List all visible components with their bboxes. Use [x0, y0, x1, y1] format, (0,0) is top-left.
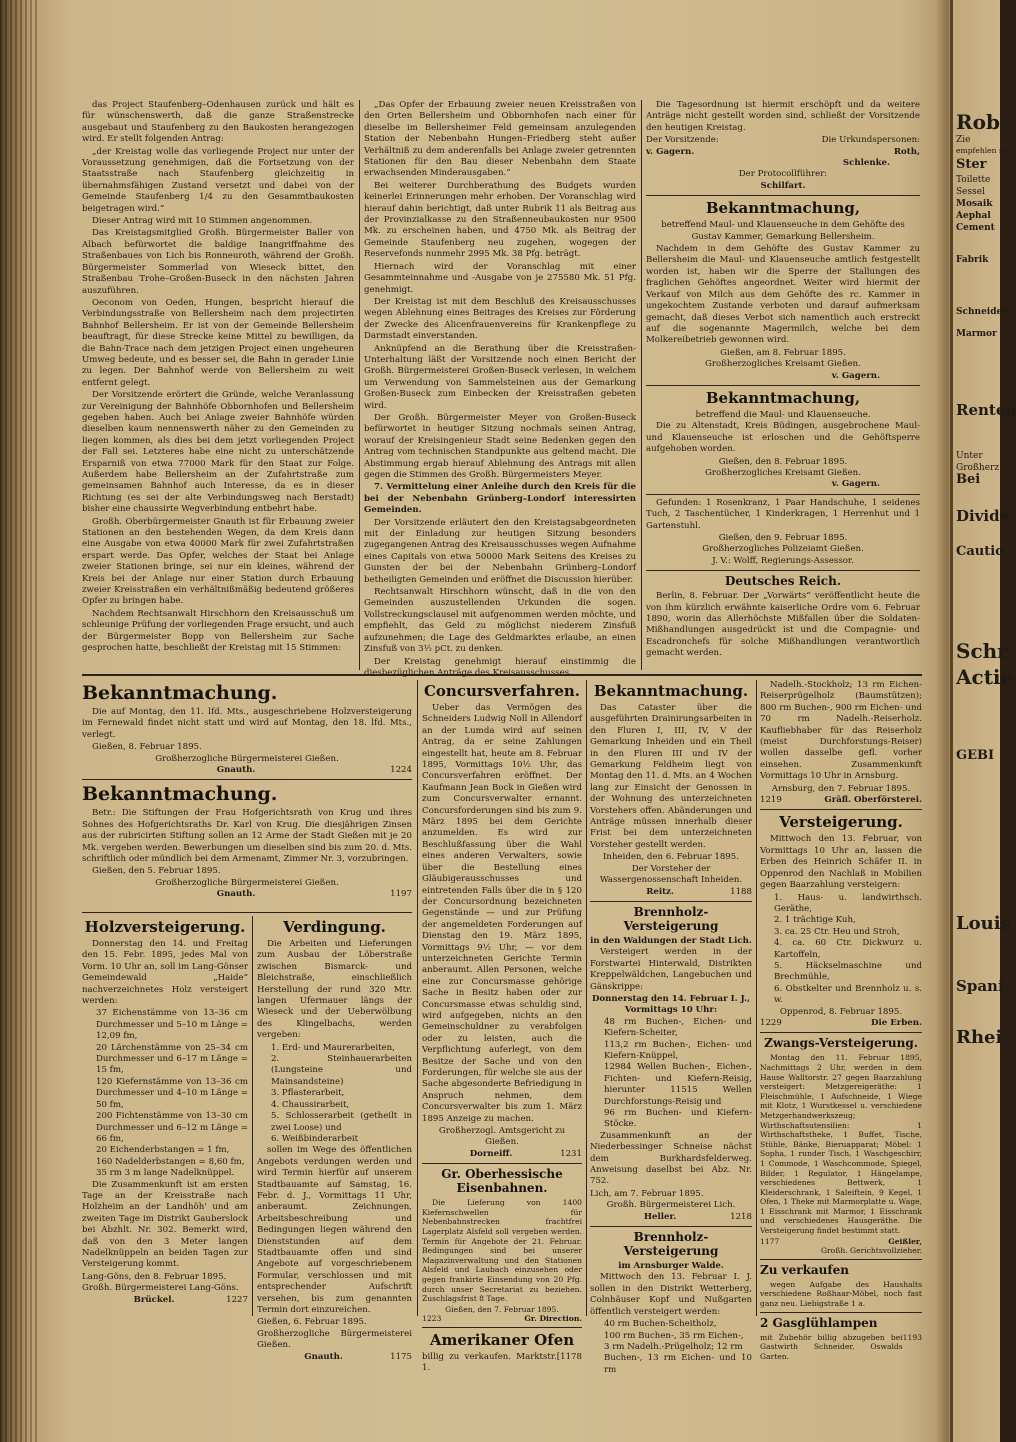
ad-signature: Reitz. — [646, 886, 674, 897]
ad-body: Montag den 11. Februar 1895, Nachmittags 2 Uhr, werden in dem Hause Walltorstr. 27 gegen Baarzahlung versteigert: Metzgereigeräthe: 1 Fleischmühle, 1 Aufschneide, 1 Wiege mit Klotz, 1 Wurstkessel u. verschiedene Metzgerhandwerkszeug; Wirthschaftsutensilien: 1 Wirthschaftstheke, 1 Buffet, Tische, Stühle, Bänke, Bieruapparat; Möbel: 1 Sopha, 1 runder Tisch, 1 Waschgeschirr, 1 Commode, 1 Waschcommode, Spiegel, Bilder, 1 Regulator, 1 Hängelampe, verschiedenes Bettwerk, 1 Kleiderschrank, 1 Saleiftein, 9 Kegel, 1 Ofen, 1 Theke mit Marmorplatte u. Wage, 1 Eisschrank mit Marmor, 1 Eisschrank und verschiedenes Hausgeräthe. Die Versteigerung findet bestimmt statt. — [760, 1053, 922, 1236]
notice-date: Gießen, am 8. Februar 1895. — [720, 347, 846, 358]
ad-number: 1223 — [422, 1314, 442, 1324]
protocol-name: Schilfart. — [760, 180, 806, 191]
adjacent-page-text: Marmor — [956, 328, 997, 339]
ad-authority: Großh. Bürgermeisterei Lich. — [606, 1200, 736, 1211]
ad-signature-row — [590, 887, 752, 898]
adjacent-page-text: Actie — [956, 664, 1014, 689]
list-item: 3. Pflasterarbeit, — [271, 1088, 345, 1099]
ad-date: Gießen, 6. Februar 1895. — [257, 1317, 367, 1328]
ad-body: Die Lieferung von 1400 Kiefernschwellen für Nebenbahnstrecken frachtfrei Lagerplatz Alsfeld soll vergeben werden. Termin für Angebote der 21. Februar. Bedingungen sind bei unserer Magazinverwaltung und den Stationen Alsfeld und Laubach einzusehen oder gegen frankirte Einsendung von 20 Pfg. durch unser Secretariat zu beziehen. Zuschlagsfrist 8 Tage. — [422, 1198, 582, 1304]
adjacent-page-text: Cautio — [956, 543, 1004, 559]
ad-body: Die Arbeiten und Lieferungen zum Ausbau der Löberstraße zwischen Bismarck- und Bleichstraße, einschließlich Herstellung der rund 320 Mtr. langen Ufermauer längs der Wieseck und der Ueberwölbung des Klingelbachs, werden vergeben: — [257, 939, 412, 1041]
closing-paragraph: Die Tagesordnung ist hiermit erschöpft und da weitere Anträge nicht gestellt worden sind, schließt der Vorsitzende den heutigen Kreistag. — [646, 100, 920, 133]
page-section-divider — [82, 674, 922, 676]
ad-number: 1224 — [390, 765, 412, 776]
adjacent-page-text: GEBI — [956, 747, 995, 763]
adjacent-page-text: Großherz — [956, 462, 1000, 473]
ad-date: Gießen, den 7. Februar 1895. — [445, 1304, 559, 1314]
ad-title: Amerikaner Ofen — [429, 1330, 575, 1349]
ad-authority: Großh. Bürgermeisterei Lang-Göns. — [82, 1283, 239, 1294]
list-item: 200 Fichtenstämme von 13–30 cm Durchmesser und 6–12 m Länge = 66 fm, — [96, 1111, 248, 1144]
ad-date: Gießen, 8. Februar 1895. — [92, 742, 202, 753]
notice-authority: Großherzogliches Kreisamt Gießen. — [705, 359, 861, 370]
ad-signature-row — [82, 765, 412, 776]
notice-subtitle: betreffend Maul- und Klauenseuche in dem Gehöfte des Gustav Kammer, Gemarkung Bellersheim. — [661, 220, 905, 242]
ad-signature-row — [760, 795, 922, 806]
article-column-3 — [646, 100, 920, 670]
adjacent-page-text: empfehlen sich — [956, 146, 1015, 155]
chair-name: v. Gagern. — [646, 146, 695, 157]
ad-authority: Großherzogliche Bürgermeisterei Gießen. — [155, 753, 339, 764]
ad-number: [1178 — [556, 1351, 582, 1362]
article-paragraph: Der Großh. Bürgermeister Meyer von Großen-Buseck befürwortet in heutiger Sitzung nochmals seinen Antrag, worauf der Kreisingenieur Stadt seine Bedenken gegen den Antrag vom technischen Standpunkte aus geltend macht. Die Abstimmung ergab hierauf Ablehnung des Antrags mit allen gegen die Stimmen des Großh. Bürgermeisters Meyer. — [364, 412, 636, 480]
ad-rule — [760, 809, 922, 810]
section-title: Deutsches Reich. — [724, 574, 842, 589]
ad-number: 1175 — [390, 1351, 412, 1362]
list-item: 12984 Wellen Buchen-, Eichen-, Fichten- und Kiefern-Reisig, hierunter 11515 Wellen Durchforstungs-Reisig und — [604, 1062, 752, 1107]
ad-body: Ueber das Vermögen des Schneiders Ludwig Noll in Allendorf an der Lumda wird auf seinen Antrag, da er seine Zahlungen eingestellt hat, heute am 8. Februar 1895, Vormittags 10½ Uhr, das Concursverfahren eröffnet. Der Kaufmann Jean Bock in Gießen wird zum Concursverwalter ernannt. Concursforderungen sind bis zum 9. März 1895 bei dem Gerichte anzumelden. Es wird zur Beschlußfassung über die Wahl eines anderen Verwalters, sowie über die Bestellung eines Gläubigerausschusses und eintretenden Falls über die in § 120 der Concursordnung bezeichneten Gegenstände — und zur Prüfung der angemeldeten Forderungen auf Dienstag den 19. März 1895, Vormittags 9½ Uhr, — vor dem unterzeichneten Gerichte Termin anberaumt. Allen Personen, welche eine zur Concursmasse gehörige Sache in Besitz haben oder zur Concursmasse etwas schuldig sind, wird aufgegeben, nichts an den Gemeinschuldner zu verabfolgen oder zu leisten, auch die Verpflichtung auferlegt, von dem Besitze der Sache und von den Forderungen, für welche sie aus der Sache abgesonderte Befriedigung in Anspruch nehmen, dem Concursverwalter bis zum 1. März 1895 Anzeige zu machen. — [422, 703, 582, 1124]
ad-rule — [82, 779, 412, 780]
list-item: 2. Steinhauerarbeiten (Lungsteine und Mainsandsteine) — [271, 1054, 412, 1087]
ad-body: sollen im Wege des öffentlichen Angebots verdungen werden und wird Termin hierfür auf unserem Stadtbauamte auf Samstag, 16. Febr. d. J., Vormittags 11 Uhr, anberaumt. Zeichnungen, Arbeitsbeschreibung und Bedingungen liegen während den Dienststunden auf dem Stadtbauamte offen und sind Angebote auf vorgeschriebenem Formular, verschlossen und mit entsprechender Aufschrift versehen, bis zum genannten Termin dort einzureichen. — [257, 1145, 412, 1315]
list-item: 6. Obstkelter und Brennholz u. s. w. — [774, 983, 922, 1006]
adjacent-page-text: Spani — [956, 976, 1004, 995]
ad-title: Gr. Oberhessische Eisenbahnen. — [441, 1167, 563, 1196]
list-item: 1. Haus- u. landwirthsch. Geräthe, — [774, 892, 922, 914]
list-item: 2. 1 trächtige Kuh, — [774, 915, 856, 926]
article-paragraph: Der Vorsitzende erörtert die Gründe, welche Veranlassung zur Vereinigung der Bahnhöfe Obbornhofen und Bellersheim gegeben haben. Auch bei Anlage zweier Bahnhöfe würden dieselben kaum nennenswerth näher zu den Gemeinden zu liegen kommen, als dies bei dem jetzt vorliegenden Project der Fall sei. Letzteres habe eine nicht zu unterschätzende Ersparniß von etwa 77000 Mark für den Staat zur Folge. Außerdem habe Bellersheim an der Zufahrtstraße zum gemeinsamen Bahnhof auch Interesse, da es in dieser Richtung (es sei der alte Verbindungsweg nach Berstadt) bisher eine chaussirte Wegverbindung entbehrt habe. — [82, 390, 354, 515]
list-item: 4. Chaussirarbeit, — [271, 1099, 350, 1110]
ad-number: 1177 — [760, 1236, 780, 1246]
ad-body: Die Zusammenkunft ist am ersten Tage an der Kreisstraße nach Holzheim an der Landhöh' und am zweiten Tage im Distrikt Gauberslock bei Abzhlt. Nr. 302. Bemerkt wird, daß von den 3 Meter langen Nadelknüppeln an beiden Tagen zur Versteigerung kommt. — [82, 1179, 248, 1270]
list-item: 1. Erd- und Maurerarbeiten, — [271, 1042, 395, 1053]
ad-subtitle: in den Waldungen der Stadt Lich. — [590, 935, 752, 946]
ad-divider — [82, 912, 412, 913]
ad-title: Zwangs-Versteigerung. — [764, 1036, 918, 1051]
article-paragraph: Oeconom von Oeden, Hungen, bespricht hierauf die Verbindungsstraße von Bellersheim nach dem projectirten Bahnhof Bellersheim. Er ist von der Gemeinde Bellersheim beauftragt, für diese Strecke keine Mittel zu bewilligen, da die Bahn-Trace nach dem jetzigen Project einen ungeheuren Umweg bedeute, und es besser sei, die Bahn in gerader Linie zu legen. Der Bahnhof werde von Bellersheim zu weit entfernt gelegt. — [82, 297, 354, 388]
article-paragraph: Rechtsanwalt Hirschhorn wünscht, daß in die von den Gemeinden auszustellenden Urkunden die sogen. Vollstreckungsclausel mit aufgenommen werden möchte, und empfiehlt, das Geld zu möglichst niederem Zinsfuß aufzunehmen; die Lage des Geldmarktes erlaube, an einen Zinsfuß von 3½ pCt. zu denken. — [364, 587, 636, 655]
ad-title: Verdingung. — [283, 918, 386, 936]
ad-signature: Dorneiff. — [469, 1148, 513, 1159]
adjacent-page-text: Bei — [956, 471, 981, 487]
ad-date: Inheiden, den 6. Februar 1895. — [603, 852, 739, 863]
ad-signature: Gnauth. — [216, 765, 256, 776]
ad-body: Versteigert werden in der Forstwartei Hinterwald, Distrikten Kreppelwäldchen, Langebuchen und Gänskrippe: — [590, 947, 752, 992]
ad-authority: Großherzogliche Bürgermeisterei Gießen. — [155, 877, 339, 888]
list-item: 113,2 rm Buchen-, Eichen- und Kiefern-Knüppel, — [604, 1039, 752, 1061]
ad-signature: Gnauth. — [216, 889, 256, 900]
list-item: 37 Eichenstämme von 13–36 cm Durchmesser und 5–10 m Länge = 12,09 fm, — [96, 1008, 248, 1042]
article-paragraph: Bei weiterer Durchberathung des Budgets wurden keinerlei Erinnerungen mehr erhoben. Der Voranschlag wird hierauf dahin berichtigt, daß unter Rubrik 11 als Beitrag aus der Provinzialkasse zu den Straßenneubaukosten nur 9500 Mk. zu erscheinen haben, und 4750 Mk. als Beitrag der Gemeinde Staufenberg neu zugehen, wogegen der Reservefonds nunmehr 2995 Mk. 38 Pfg. beträgt. — [364, 180, 636, 260]
adjacent-page-text: Louis — [956, 912, 1011, 934]
ad-block-drainage-and-firewood — [590, 680, 752, 1375]
ad-number: 1227 — [226, 1294, 248, 1305]
ad-authority: Großh. Gerichtsvollzieher. — [820, 1246, 922, 1256]
notice-authority: Großherzogliches Polizeiamt Gießen. — [702, 544, 864, 555]
adjacent-page-text: Unter — [956, 450, 983, 461]
witness-name: Schlenke. — [842, 158, 890, 169]
ad-number: 1219 — [760, 795, 782, 806]
list-item: 40 rm Buchen-Scheitholz, — [604, 1319, 717, 1330]
ad-date: Lang-Göns, den 8. Februar 1895. — [82, 1271, 227, 1282]
ad-number: 1229 — [760, 1017, 782, 1028]
ad-title: Bekanntmachung. — [82, 682, 278, 704]
ad-body: Donnerstag den 14. und Freitag den 15. Febr. 1895, jedes Mal von Vorm. 10 Uhr an, soll im Lang-Gönser Gemeindewald „Haide“ nachverzeichnetes Holz versteigert werden: — [82, 939, 248, 1007]
notice-signature: J. V.: Wolff, Regierungs-Assessor. — [712, 555, 854, 566]
ad-body: Das Cataster über die ausgeführten Drainirungsarbeiten in den Fluren I, III, IV, V der Gemarkung Inheiden und ein Theil in den Fluren III und IV der Gemarkung Feldheim liegt von Montag den 11. d. Mts. an 4 Wochen lang zur Einsicht der Genossen in der Wohnung des unterzeichneten Vorstehers offen. Abänderungen und Anträge müssen innerhalb dieser Frist bei dem unterzeichneten Vorsteher gestellt werden. — [590, 703, 752, 850]
column-divider — [252, 916, 253, 1316]
ad-number: 1218 — [730, 1211, 752, 1222]
adjacent-page-text: Divide — [956, 506, 1010, 525]
notice-title: Bekanntmachung, — [705, 199, 861, 218]
article-column-2 — [364, 100, 636, 678]
ad-signature: Gräfl. Oberförsterei. — [824, 795, 922, 806]
ad-subtitle: im Arnsburger Walde. — [618, 1261, 724, 1272]
article-paragraph: Anknüpfend an die Berathung über die Kreisstraßen-Unterhaltung läßt der Vorsitzende noch einen Bericht der Großh. Bürgermeisterei Großen-Buseck verlesen, in welchem um Verwendung von Sammelsteinen aus der Gemarkung Großen-Buseck zum Einbecken der Kreisstraßen gebeten wird. — [364, 343, 636, 411]
section-rule — [646, 385, 920, 386]
ad-date: Gießen, den 5. Februar 1895. — [92, 866, 221, 877]
ad-body: Zusammenkunft an der Niederbessinger Schneise nächst dem Burkhardsfelderweg. Anweisung daselbst bei Abz. Nr. 752. — [590, 1130, 752, 1187]
ad-body: Die auf Montag, den 11. lfd. Mts., ausgeschriebene Holzversteigerung im Fernewald findet nicht statt und wird auf Montag, den 18. lfd. Mts., verlegt. — [82, 707, 412, 740]
ad-signature: Die Erben. — [871, 1017, 922, 1028]
ad-number: 1231 — [560, 1148, 582, 1159]
section-rule — [646, 494, 920, 495]
ad-signature: Geißler, — [888, 1236, 922, 1246]
notice-date: Gießen, den 8. Februar 1895. — [718, 456, 848, 467]
ad-number: 1188 — [730, 886, 752, 897]
ad-body: Mittwoch den 13. Februar I. J. sollen in den Distrikt Wetterberg, Colnhäuser Kopf und Nußgarten öffentlich versteigert werden: — [590, 1272, 752, 1317]
ad-body: Mittwoch den 13. Februar, von Vormittags 10 Uhr an, lassen die Erben des Heinrich Schäfer II. in Oppenrod den Nachlaß in Mobilien gegen Baarzahlung versteigern: — [760, 834, 922, 891]
article-paragraph: „Das Opfer der Erbauung zweier neuen Kreisstraßen von den Orten Bellersheim und Obbornhofen nach einer für dieselbe im Bellersheimer Feld gemeinsam anzulegenden Station der Nebenbahn Hungen–Friedberg steht außer Verhältniß zu dem anderenfalls bei Anlage zweier getrennten Stationen für den Bau dieser Nebenbahn dem Staate erwachsenden Minderausgaben.“ — [364, 100, 636, 179]
ad-rule — [590, 1226, 752, 1227]
ad-when: Donnerstag den 14. Februar I. J., Vormittags 10 Uhr: — [591, 993, 751, 1016]
ad-date: Lich, am 7. Februar 1895. — [590, 1188, 704, 1199]
ad-body: wegen Aufgabe des Haushalts verschiedene Roßhaar-Möbel, noch fast ganz neu. Liebigstraße 1 a. — [760, 1279, 922, 1309]
list-item: 48 rm Buchen-, Eichen- und Kiefern-Scheiter, — [604, 1016, 752, 1039]
ad-title: Versteigerung. — [779, 813, 903, 832]
ad-signature-row — [422, 1149, 582, 1160]
notice-date: Gießen, den 9. Februar 1895. — [718, 533, 848, 543]
notice-title: Bekanntmachung, — [705, 388, 861, 407]
adjacent-page-text: Cement — [956, 222, 995, 233]
list-item: 3. ca. 25 Ctr. Heu und Stroh, — [774, 926, 900, 937]
column-divider — [586, 680, 587, 1316]
witness-name: Roth, — [893, 146, 920, 157]
ad-signature-row — [422, 1314, 582, 1324]
page-gutter — [950, 0, 953, 1442]
ad-title: Zu verkaufen — [760, 1262, 849, 1277]
protocol-title: Der Protocollführer: — [738, 169, 828, 180]
notice-signature: v. Gagern. — [831, 479, 880, 490]
signature-block — [646, 135, 920, 146]
adjacent-page-text: Sessel — [956, 186, 985, 197]
section-rule — [646, 570, 920, 571]
ad-signature-row — [82, 889, 412, 900]
column-divider — [417, 680, 418, 1316]
ad-rule — [590, 901, 752, 902]
section-rule — [646, 195, 920, 196]
ad-block-right-column — [760, 680, 922, 1361]
list-item: 120 Kiefernstämme von 13–36 cm Durchmesser und 4–10 m Länge = 50 fm, — [96, 1076, 248, 1110]
article-column-1 — [82, 100, 354, 670]
article-paragraph: „der Kreistag wolle das vorliegende Project nur unter der Voraussetzung genehmigen, daß die Fortsetzung von der Staatsstraße nach Staufenberg gleichzeitig in übernahmsfähigen Zustand versetzt und dabei von der Gemeinde Staufenberg 1/4 zu den Gesammtbaukosten beigetragen wird.“ — [82, 146, 354, 214]
list-item: 100 rm Buchen-, 35 rm Eichen-, — [604, 1330, 744, 1341]
ad-number: 1197 — [390, 889, 412, 900]
ad-body-row — [422, 1352, 582, 1375]
ad-signature-row — [590, 1212, 752, 1223]
ad-title: Bekanntmachung. — [82, 783, 278, 806]
ad-block-verdingung — [257, 916, 412, 1362]
ad-title: 2 Gasglühlampen — [760, 1315, 878, 1330]
ad-date: Oppenrod, 8. Februar 1895. — [779, 1006, 903, 1017]
ad-signature: Gr. Direction. — [524, 1314, 582, 1324]
adjacent-page-strip — [956, 110, 1016, 1310]
adjacent-page-text: Aephal — [956, 210, 991, 221]
list-item: 4. ca. 60 Ctr. Dickwurz u. Kartoffeln, — [774, 938, 922, 960]
article-paragraph: Nachdem Rechtsanwalt Hirschhorn den Kreisausschuß um schleunige Prüfung der vorliegenden Frage ersucht, und auch der Bürgermeister Bopp von Bellersheim zur Sache gesprochen hatte, beschließt der Kreistag mit 15 Stimmen: — [82, 608, 354, 654]
list-item: 5. Schlosserarbeit (getheilt in zwei Loose) und — [271, 1111, 412, 1133]
ad-block-bekanntmachung — [82, 680, 412, 910]
ad-authority: Großherzogliche Bürgermeisterei Gießen. — [257, 1328, 412, 1351]
list-item: 160 Nadelderbstangen = 8,60 fm, — [96, 1156, 245, 1167]
ad-authority: Großherzogl. Amtsgericht zu Gießen. — [438, 1126, 566, 1148]
list-item: 20 Eichenderbstangen = 1 fm, — [96, 1145, 230, 1156]
ad-title: Bekanntmachung. — [593, 682, 749, 700]
found-items-notice: Gefunden: 1 Rosenkranz, 1 Paar Handschuhe, 1 seidenes Tuch, 2 Taschentücher, 1 Kinderkragen, 1 Herrenhut und 1 Gartenstuhl. — [646, 497, 920, 531]
chair-title: Der Vorsitzende: — [646, 135, 719, 146]
ad-rule — [422, 1327, 582, 1328]
notice-body: Die zu Altenstadt, Kreis Büdingen, ausgebrochene Maul- und Klauenseuche ist erloschen und die Gehöftsperre aufgehoben worden. — [646, 421, 920, 455]
ad-body: billig zu verkaufen. Marktstr. 1. — [422, 1351, 557, 1374]
ad-body: mit Zubehör billig abzugeben bei Gastwirth Schneider, Oswalds Garten. — [760, 1332, 903, 1361]
ad-title: Brennholz-Versteigerung — [623, 1230, 719, 1259]
ad-authority: Der Vorsteher der Wassergenossenschaft Inheiden. — [599, 863, 743, 886]
column-divider — [756, 680, 757, 1316]
ad-signature-row — [760, 1237, 922, 1247]
article-paragraph: Großh. Oberbürgermeister Gnauth ist für Erbauung zweier Stationen an den bestehenden Wegen, da dem Kreis dann eine Ausgabe von etwa 40000 Mark für zwei Zufahrtstraßen erspart werde. Das Opfer, welches der Staat bei Anlage zweier Stationen bringe, sei nur ein kleines, während der Kreis bei der Anlage nur einer Station durch Erbauung zweier Kreisstraßen ein verhältnißmäßig bedeutend größeres Opfer zu bringen habe. — [82, 516, 354, 607]
ad-title: Holzversteigerung. — [84, 918, 246, 936]
list-item: 5. Häckselmaschine und Brechmühle, — [774, 960, 922, 983]
notice-signature: v. Gagern. — [831, 370, 880, 381]
list-item: 96 rm Buchen- und Kiefern-Stöcke. — [604, 1108, 752, 1130]
article-paragraph: Der Kreistag ist mit dem Beschluß des Kreisausschusses wegen Ablehnung eines Beitrages des Kreises zur Förderung der Zwecke des Alicenfrauenvereins für Krankenpflege zu Darmstadt einverstanden. — [364, 296, 636, 342]
ad-signature-row — [82, 1295, 248, 1306]
ad-signature-row — [760, 1018, 922, 1029]
ad-signature-row — [257, 1352, 412, 1363]
list-item: 20 Lärchenstämme von 25–34 cm Durchmesser und 6–17 m Länge = 15 fm, — [96, 1042, 248, 1076]
ad-rule — [760, 1032, 922, 1033]
notice-authority: Großherzogliches Kreisamt Gießen. — [705, 467, 861, 478]
adjacent-page-text: Rhei — [956, 1026, 1003, 1048]
adjacent-page-text: Ster — [956, 156, 987, 172]
notice-body: Nachdem in dem Gehöfte des Gustav Kammer zu Bellersheim die Maul- und Klauenseuche amtlich festgestellt worden ist, haben wir die Sperre der Stallungen des fraglichen Gehöftes angeordnet. Weiter wird hiermit der Verkauf von Milch aus dem Gehöfte des rc. Kammer in ungekochtem Zustande verboten und darauf aufmerksam gemacht, daß dieses Verbot sich namentlich auch erstreckt auf die sogenannte Magermilch, welche bei dem Molkereibetrieb gewonnen wird. — [646, 244, 920, 346]
notice-subtitle: betreffend die Maul- und Klauenseuche. — [695, 409, 871, 420]
adjacent-page-text: Zie — [956, 135, 971, 145]
ad-block-concursverfahren — [422, 680, 582, 1374]
adjacent-page-text: Renten — [956, 400, 1016, 419]
adjacent-page-text: Rob — [956, 110, 1000, 134]
article-paragraph: das Project Staufenberg–Odenhausen zurück und hält es für wünschenswerth, daß die ganze Straßenstrecke ausgebaut und Staufenberg zu den Baukosten herangezogen wird. Er stellt folgenden Antrag: — [82, 100, 354, 145]
article-paragraph: Dieser Antrag wird mit 10 Stimmen angenommen. — [92, 216, 313, 227]
ad-block-holzversteigerung — [82, 916, 248, 1316]
ad-signature: Brückel. — [133, 1294, 175, 1305]
list-item: 6. Weißbinderarbeit — [271, 1133, 359, 1144]
adjacent-page-text: Schneider — [956, 306, 1007, 317]
ad-body: Nadelh.-Stockholz; 13 rm Eichen-Reiserprügelholz (Baumstützen); 800 rm Buchen-, 900 rm Eichen- und 70 rm Nadelh.-Reiserholz. Kaufliebhaber für das Reiserholz (meist Durchforstungs-Reiser) wollen dasselbe gefl. vorher einsehen. Zusammenkunft Vormittags 10 Uhr in Arnsburg. — [760, 680, 922, 782]
ad-rule — [760, 1312, 922, 1313]
ad-rule — [422, 1163, 582, 1164]
ad-signature: Gnauth. — [304, 1351, 343, 1362]
news-paragraph: Berlin, 8. Februar. Der „Vorwärts“ veröffentlicht heute die von ihm kürzlich erwähnte kaiserliche Ordre vom 6. Februar 1890, worin das Allerhöchste Mißfallen über die Soldaten-Mißhandlungen ausgedrückt ist und die Compagnie- und Escadronchefs für solche Mißhandlungen verantwortlich gemacht werden. — [646, 591, 920, 659]
list-item: 3 rm Nadelh.-Prügelholz; 12 rm — [604, 1341, 743, 1352]
article-paragraph: Hiernach wird der Voranschlag mit einer Gesammteinnahme und -Ausgabe von je 275580 Mk. 51 Pfg. genehmigt. — [364, 261, 636, 295]
ad-date: Arnsburg, den 7. Februar 1895. — [771, 783, 911, 794]
article-paragraph: Der Vorsitzende erläutert den den Kreistagsabgeordneten mit der Einladung zur heutigen Sitzung besonders zugegangenen Antrag des Kreisausschusses wegen Aufnahme eines Capitals von etwa 50000 Mark Seitens des Kreises zu Gunsten der bei der Nebenbahn Grünberg–Londorf betheiligten Gemeinden und eröffnet die Discussion hierüber. — [364, 517, 636, 585]
column-divider — [641, 100, 642, 670]
adjacent-page-text: Fabrik — [956, 254, 989, 265]
article-paragraph: Der Kreistag genehmigt hierauf einstimmig die diesbezüglichen Anträge des Kreisausschusses. — [364, 656, 636, 678]
article-section-heading: 7. Vermittelung einer Anleihe durch den Kreis für die bei der Nebenbahn Grünberg–Londorf interessirten Gemeinden. — [364, 482, 636, 516]
book-spine-edge — [0, 0, 40, 1442]
ad-rule — [760, 1259, 922, 1260]
signature-block — [646, 147, 920, 158]
ad-number: 1193 — [902, 1332, 922, 1342]
ad-body-row — [760, 1333, 922, 1362]
column-divider — [359, 100, 360, 670]
list-item: Buchen-, 13 rm Eichen- und 10 rm — [604, 1353, 752, 1375]
list-item: 35 rm 3 m lange Nadelknüppel. — [96, 1168, 235, 1179]
witness-title: Die Urkundspersonen: — [821, 135, 920, 146]
adjacent-page-text: Toilette — [956, 174, 991, 185]
article-paragraph: Das Kreistagsmitglied Großh. Bürgermeister Baller von Albach befürwortet die baldige Inangriffnahme des Straßenbaues von Lich bis Ronneuroth, während der Großh. Bürgermeister Sommerlad von Wieseck bittet, den Straßenbau Trohe–Großen-Buseck in den nächsten Jahren auszuführen. — [82, 228, 354, 296]
ad-title: Brennholz-Versteigerung — [623, 904, 719, 933]
adjacent-page-text: Schr — [956, 638, 1008, 663]
ad-body: Betr.: Die Stiftungen der Frau Hofgerichtsrath von Krug und ihres Sohnes des Hofgerichtsraths Dr. Karl von Krug. Die diesjährigen Zinsen aus der rubricirten Stiftung sollen an 12 Arme der Stadt Gießen mit je 20 Mk. vergeben werden. Bewerbungen um dieselben sind bis zum 20. d. Mts. schriftlich oder mündlich bei dem Armenamt, Zimmer Nr. 3, vorzubringen. — [82, 808, 412, 865]
adjacent-page-text: Mosaik — [956, 198, 993, 209]
ad-signature: Heller. — [643, 1211, 677, 1222]
ad-title: Concursverfahren. — [423, 682, 581, 700]
